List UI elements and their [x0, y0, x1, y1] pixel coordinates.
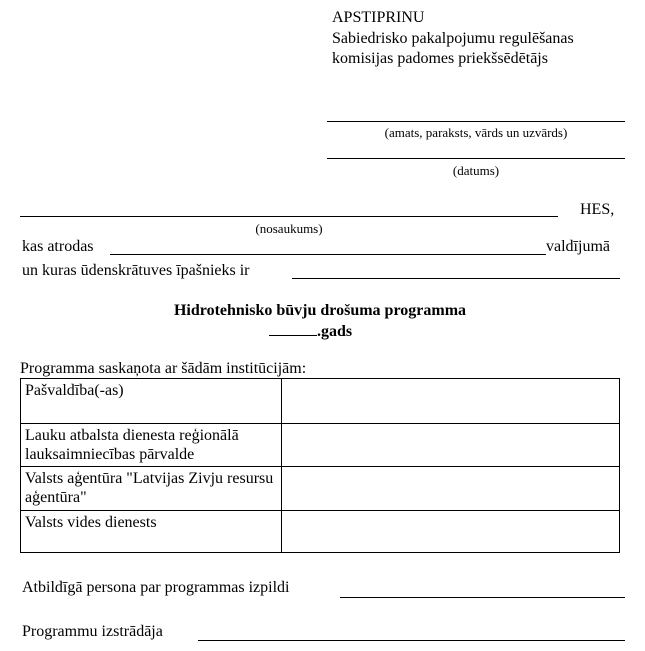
institution-name: Pašvaldība(-as) — [21, 379, 282, 424]
located-line[interactable] — [110, 254, 546, 255]
developer-line[interactable] — [198, 640, 625, 641]
program-year — [269, 321, 352, 341]
located-prefix: kas atrodas — [22, 238, 94, 255]
institutions-intro: Programma saskaņota ar šādām institūcijām: — [20, 360, 307, 377]
table-row — [21, 511, 620, 553]
approval-heading: APSTIPRINU — [332, 9, 425, 26]
table-row — [21, 467, 620, 511]
hes-name-line[interactable] — [20, 216, 558, 217]
institution-value[interactable] — [282, 379, 620, 424]
located-suffix: valdījumā — [546, 238, 610, 255]
date-caption: (datums) — [452, 163, 500, 178]
responsible-label: Atbildīgā persona par programmas izpildi — [22, 579, 290, 596]
institutions-table — [20, 378, 620, 553]
institution-name: Valsts vides dienests — [21, 511, 282, 553]
hes-name-caption: (nosaukums) — [255, 221, 323, 236]
approval-line-1: Sabiedrisko pakalpojumu regulēšanas — [332, 30, 574, 47]
developer-label: Programmu izstrādāja — [22, 623, 163, 640]
institution-value[interactable] — [282, 511, 620, 553]
responsible-line[interactable] — [340, 597, 625, 598]
owner-line[interactable] — [292, 278, 620, 279]
institution-name: Lauku atbalsta dienesta reģionālā lauksaimniecības pārvalde — [21, 424, 282, 467]
institution-name: Valsts aģentūra "Latvijas Zivju resursu aģentūra" — [21, 467, 282, 511]
year-blank[interactable] — [269, 321, 317, 336]
institution-value[interactable] — [282, 424, 620, 467]
hes-suffix: HES, — [580, 201, 615, 218]
signature-line[interactable] — [327, 121, 625, 122]
program-title: Hidrotehnisko būvju drošuma programma — [173, 302, 467, 319]
table-row — [21, 424, 620, 467]
approval-line-2: komisijas padomes priekšsēdētājs — [332, 50, 548, 67]
year-suffix: .gads — [317, 323, 353, 340]
date-line[interactable] — [327, 158, 625, 159]
institution-value[interactable] — [282, 467, 620, 511]
owner-prefix: un kuras ūdenskrātuves īpašnieks ir — [22, 262, 250, 279]
table-row — [21, 379, 620, 424]
signature-caption: (amats, paraksts, vārds un uzvārds) — [384, 125, 568, 140]
